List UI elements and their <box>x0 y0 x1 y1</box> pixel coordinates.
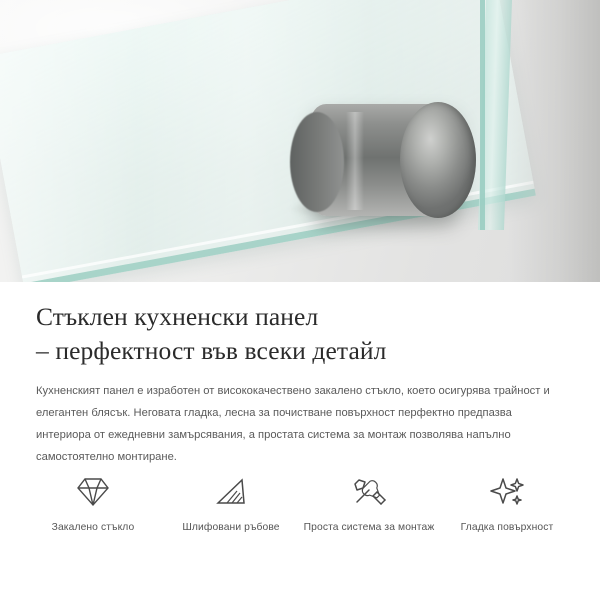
feature-label: Гладка повърхност <box>460 522 554 533</box>
page-title <box>0 282 600 367</box>
mount-cap <box>400 102 476 218</box>
feature-item <box>438 472 576 533</box>
wall-corner-shadow <box>508 0 600 282</box>
diamond-icon <box>24 472 162 512</box>
feature-item <box>300 472 438 533</box>
feature-item <box>24 472 162 533</box>
feature-label: Шлифовани ръбове <box>182 522 280 533</box>
sparkle-icon <box>438 472 576 512</box>
product-photo <box>0 0 600 282</box>
feature-label: Проста система за монтаж <box>303 522 435 533</box>
mount-left-shade <box>290 112 344 212</box>
headline-line-2: – перфектност във всеки детайл <box>36 335 387 365</box>
feature-label: Закалено стъкло <box>51 522 135 533</box>
feature-item <box>162 472 300 533</box>
steel-standoff-mount <box>284 104 482 222</box>
polished-edges-icon <box>162 472 300 512</box>
mount-highlight <box>346 112 364 210</box>
headline-line-1: Стъклен кухненски панел <box>36 302 319 331</box>
feature-list <box>0 472 600 533</box>
body-paragraph: Кухненският панел е изработен от висококачествено закалено стъкло, което осигурява трайност и елегантен блясък. Неговата гладка, лесна за почистване повърхност перфектно предпазва интериора от ежедневни замърсявания, а простата система за монтаж позволява напълно самостоятелно монтиране. <box>36 385 550 463</box>
content-area <box>0 282 600 600</box>
tools-icon <box>300 472 438 512</box>
